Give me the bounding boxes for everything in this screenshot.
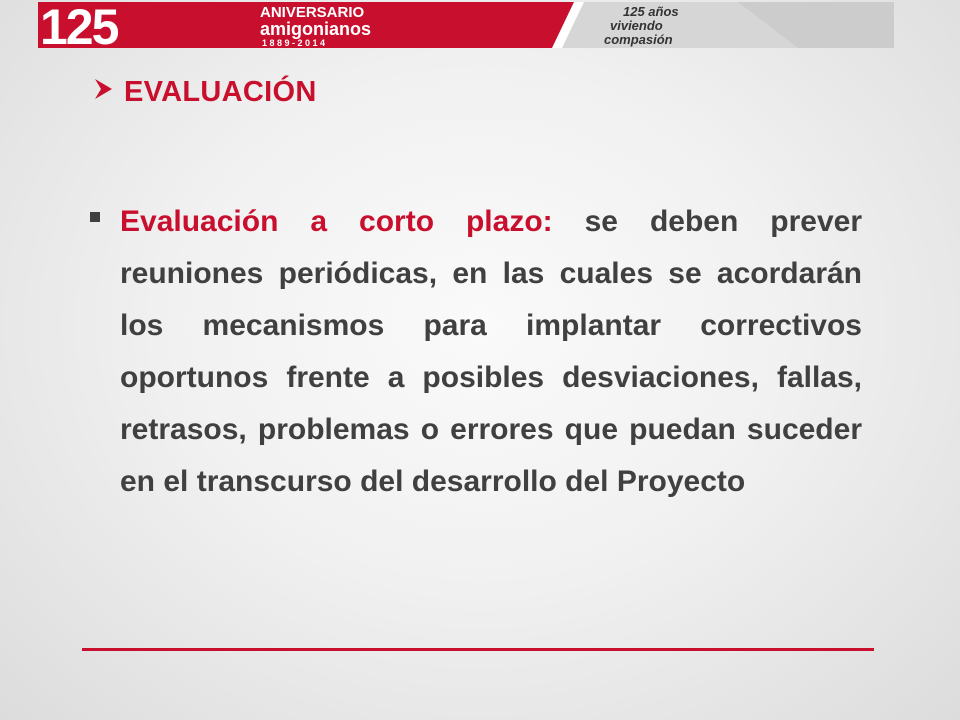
anniversary-banner <box>38 2 894 48</box>
chevron-right-icon <box>92 76 114 109</box>
bullet-text: se deben prever reuniones periódicas, en las cuales se acordarán los mecanismos para implantar correctivos oportunos frente a posibles desviaciones, fallas, retrasos, problemas o errores que puedan suceder en el transcurso del desarrollo del Proyecto <box>120 205 863 498</box>
square-bullet-icon <box>88 210 102 229</box>
banner-logo <box>38 2 894 48</box>
banner-tagline-3: compasión <box>604 32 673 47</box>
banner-number: 125 <box>40 2 118 48</box>
section-heading <box>92 76 317 109</box>
banner-tagline-2: viviendo <box>610 18 663 33</box>
banner-tagline-1: 125 años <box>623 4 679 19</box>
banner-line1: ANIVERSARIO <box>260 4 365 21</box>
bullet-term: Evaluación a corto plazo: <box>120 205 553 238</box>
heading-text: EVALUACIÓN <box>124 76 317 108</box>
bullet-item <box>88 196 862 508</box>
banner-years: 1 8 8 9 - 2 0 1 4 <box>262 38 326 48</box>
banner-line2: amigonianos <box>260 19 372 39</box>
bullet-paragraph <box>120 196 862 508</box>
footer-divider <box>82 648 874 651</box>
